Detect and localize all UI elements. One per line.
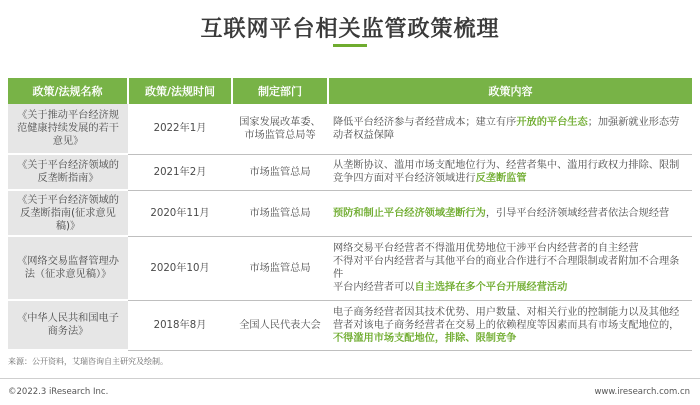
policy-content-cell — [328, 104, 692, 154]
department-cell: 国家发展改革委、市场监管总局等 — [232, 104, 328, 154]
table-row — [8, 190, 692, 236]
content-text: ，引导平台经济领域经营者依法合规经营 — [485, 207, 670, 219]
department-cell: 全国人民代表大会 — [232, 300, 328, 350]
policy-name-cell: 《关于平台经济领域的反垄断指南(征求意见稿)》 — [8, 190, 128, 236]
policy-content-cell — [328, 236, 692, 300]
title-underline — [333, 44, 367, 47]
policy-time-cell: 2020年11月 — [128, 190, 232, 236]
policy-content-cell — [328, 154, 692, 190]
header-policy-time: 政策/法规时间 — [128, 78, 232, 104]
policy-name-cell: 《网络交易监督管理办法（征求意见稿）》 — [8, 236, 128, 300]
header-policy-name: 政策/法规名称 — [8, 78, 128, 104]
footer-divider — [0, 378, 700, 379]
highlighted-text: 不得滥用市场支配地位，排除、限制竞争 — [333, 332, 517, 344]
table-row — [8, 300, 692, 350]
table-row — [8, 154, 692, 190]
content-text: 网络交易平台经营者不得滥用优势地位干涉平台内经营者的自主经营 — [333, 243, 639, 254]
highlighted-text: 预防和制止平台经济领域垄断行为 — [333, 207, 486, 219]
policy-time-cell: 2018年8月 — [128, 300, 232, 350]
department-cell: 市场监管总局 — [232, 154, 328, 190]
page-title: 互联网平台相关监管政策梳理 — [200, 17, 500, 42]
department-cell: 市场监管总局 — [232, 236, 328, 300]
table-row — [8, 236, 692, 300]
copyright-text: ©2022.3 iResearch Inc. — [8, 387, 109, 397]
source-note: 来源：公开资料，艾瑞咨询自主研究及绘制。 — [8, 357, 168, 366]
content-text: 从垄断协议、滥用市场支配地位行为、经营者集中、滥用行政权力排除、限制竞争四方面对平台经济领域进行 — [333, 160, 680, 184]
policy-name-cell: 《关于推动平台经济规范健康持续发展的若干意见》 — [8, 104, 128, 154]
highlighted-text: 开放的平台生态 — [516, 116, 588, 128]
highlighted-text: 自主选择在多个平台开展经营活动 — [414, 282, 568, 293]
department-cell: 市场监管总局 — [232, 190, 328, 236]
content-text: 平台内经营者可以 — [333, 282, 415, 293]
website-link[interactable]: www.iresearch.com.cn — [594, 387, 690, 397]
policy-name-cell: 《关于平台经济领域的反垄断指南》 — [8, 154, 128, 190]
header-department: 制定部门 — [232, 78, 328, 104]
policy-name-cell: 《中华人民共和国电子商务法》 — [8, 300, 128, 350]
policy-content-cell — [328, 190, 692, 236]
highlighted-text: 反垄断监管 — [475, 173, 527, 184]
content-text: ；加强新就业形态劳动者权益保障 — [333, 116, 680, 141]
content-text: 降低平台经济参与者经营成本；建立有序 — [333, 116, 517, 128]
policy-time-cell: 2021年2月 — [128, 154, 232, 190]
table-row — [8, 104, 692, 154]
policy-content-cell — [328, 300, 692, 350]
header-policy-content: 政策内容 — [328, 78, 692, 104]
policy-time-cell: 2020年10月 — [128, 236, 232, 300]
content-text: 不得对平台内经营者与其他平台的商业合作进行不合理限制或者附加不合理条件 — [333, 256, 680, 280]
table-header-row — [8, 78, 692, 104]
policy-time-cell: 2022年1月 — [128, 104, 232, 154]
content-text: 电子商务经营者因其技术优势、用户数量、对相关行业的控制能力以及其他经营者对该电子商务经营者在交易上的依赖程度等因素而具有市场支配地位的， — [333, 306, 680, 331]
policy-table — [8, 78, 692, 351]
